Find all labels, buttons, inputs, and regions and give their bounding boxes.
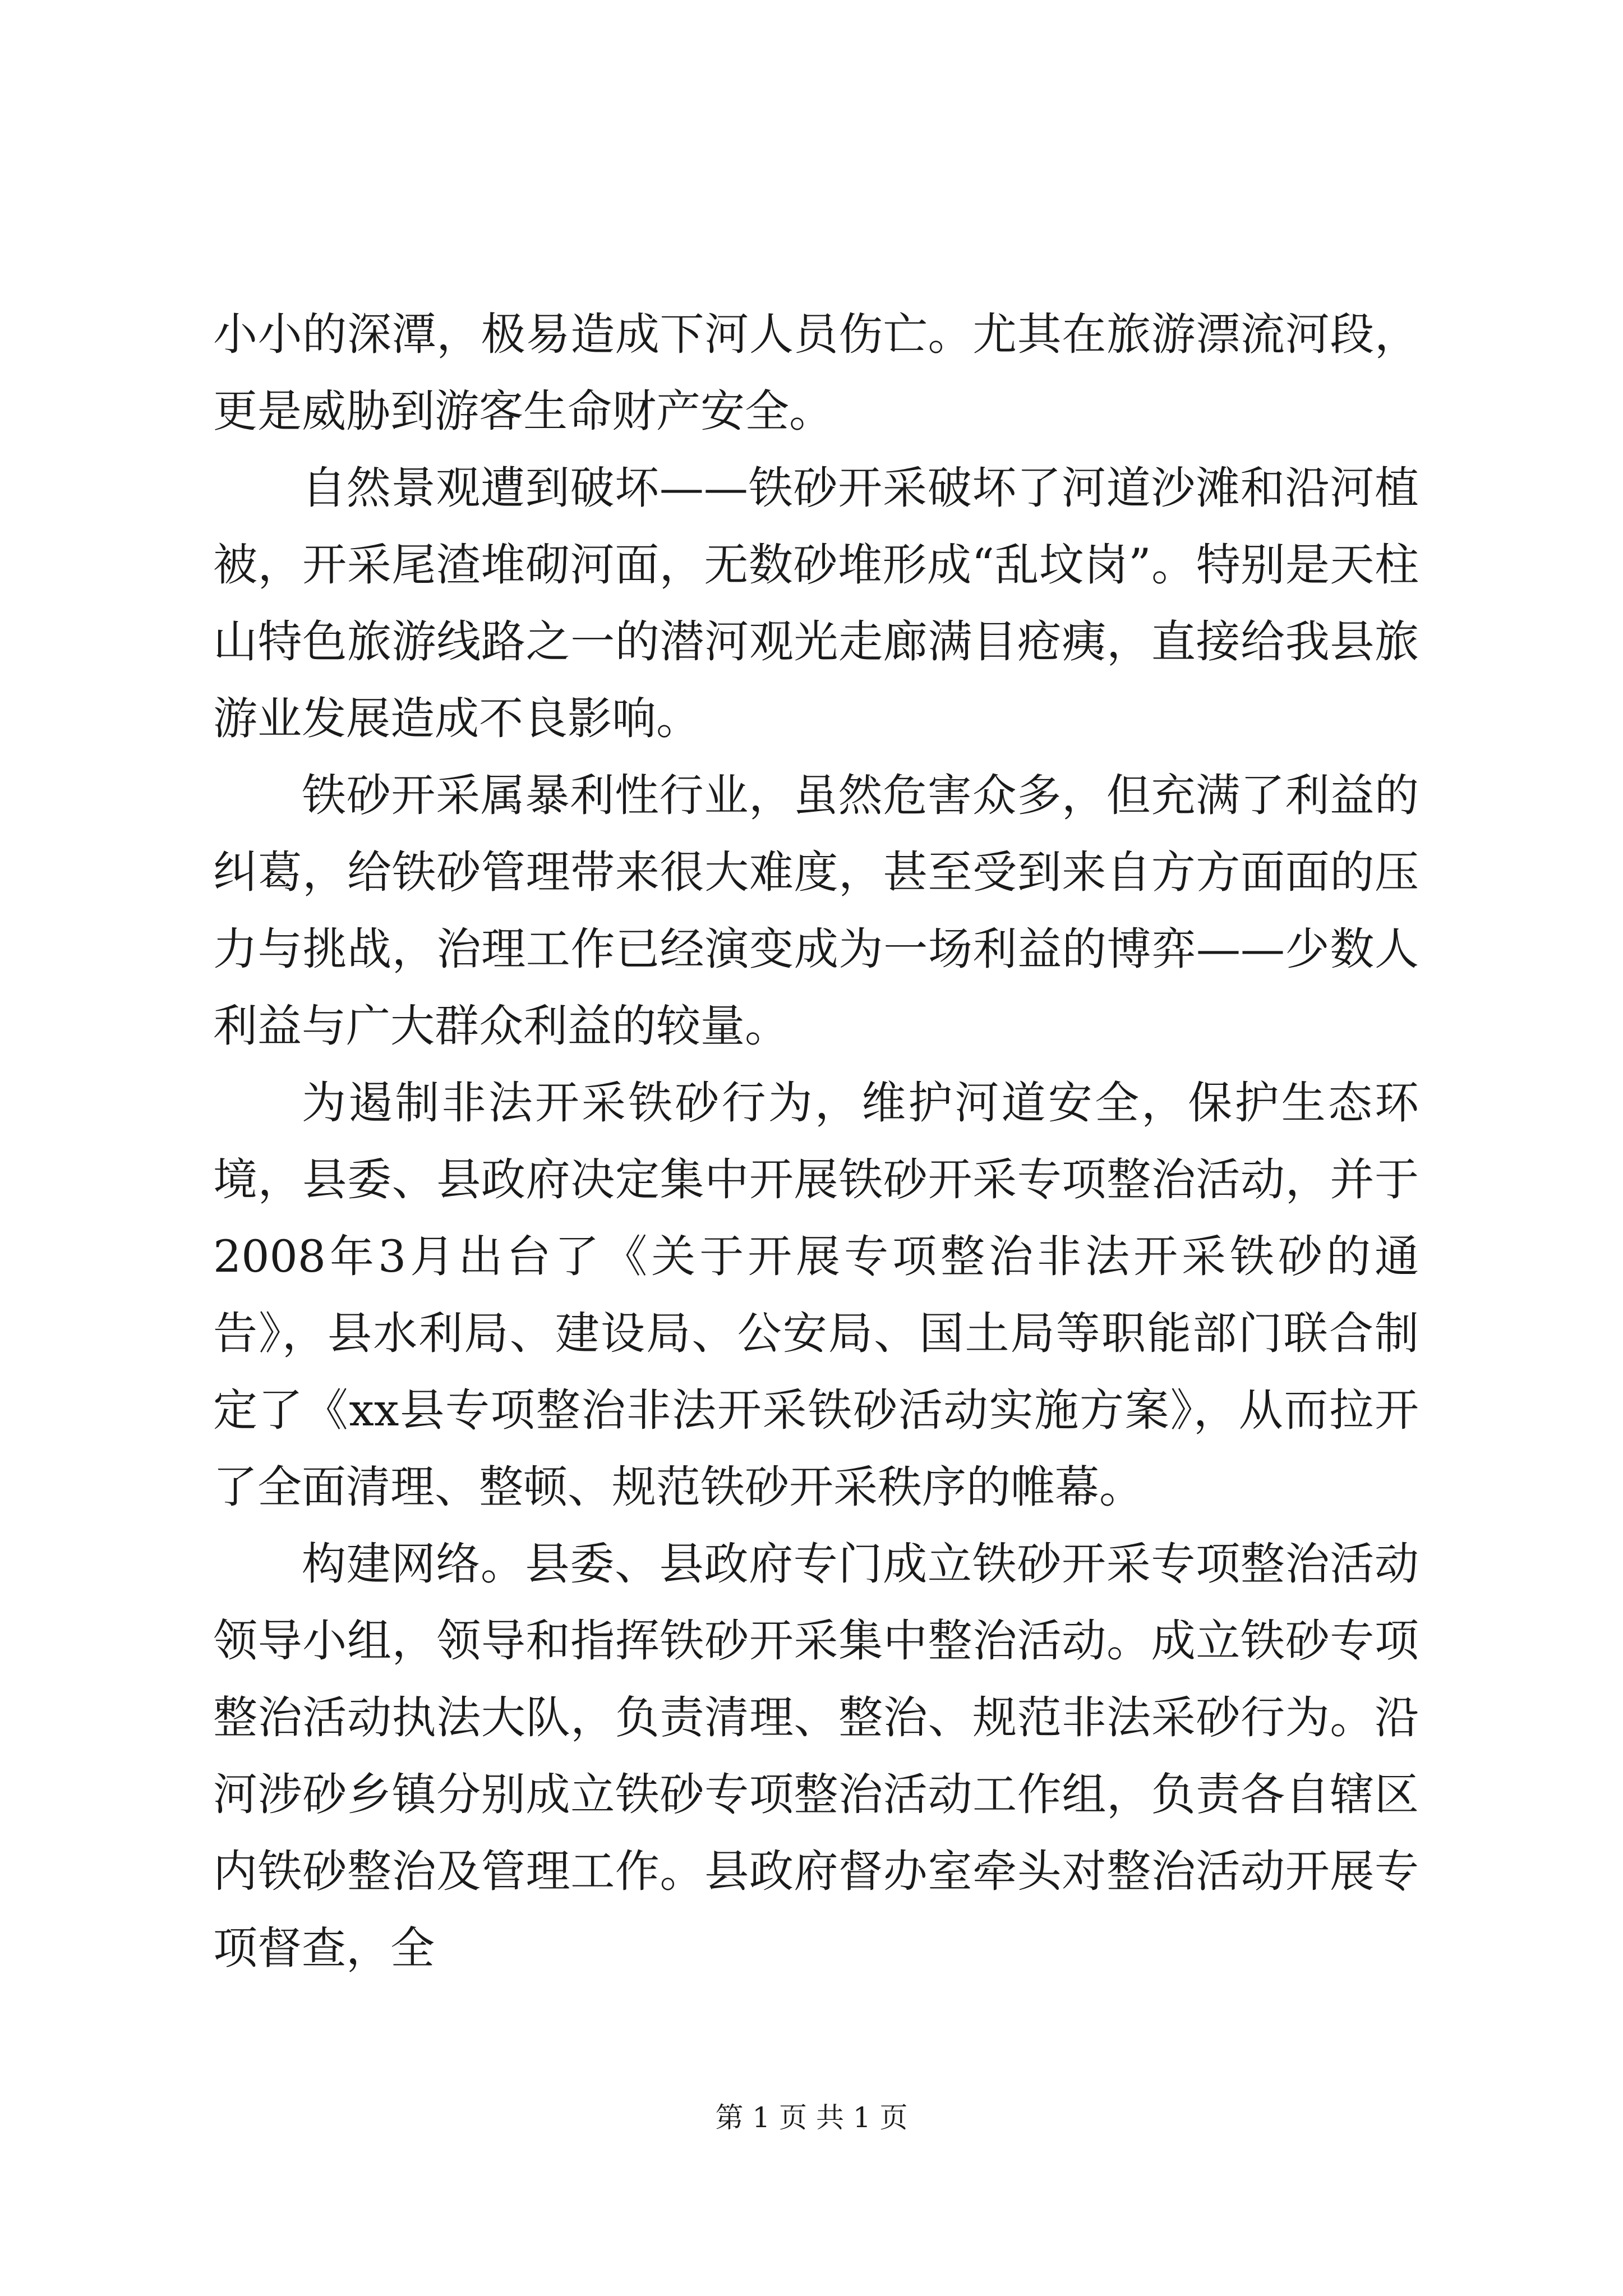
paragraph-1: 小小的深潭，极易造成下河人员伤亡。尤其在旅游漂流河段，更是威胁到游客生命财产安全。 [213, 309, 1419, 437]
document-body [213, 296, 1419, 1987]
paragraph-2: 自然景观遭到破坏——铁砂开采破坏了河道沙滩和沿河植被，开采尾渣堆砌河面，无数砂堆形成“乱坟岗”。特别是天柱山特色旅游线路之一的潜河观光走廊满目疮痍，直接给我县旅游业发展造成不良影响。 [213, 462, 1419, 744]
paragraph-5: 构建网络。县委、县政府专门成立铁砂开采专项整治活动领导小组，领导和指挥铁砂开采集中整治活动。成立铁砂专项整治活动执法大队，负责清理、整治、规范非法采砂行为。沿河涉砂乡镇分别成立铁砂专项整治活动工作组，负责各自辖区内铁砂整治及管理工作。县政府督办室牵头对整治活动开展专项督查，全 [213, 1538, 1419, 1974]
paragraph-4: 为遏制非法开采铁砂行为，维护河道安全，保护生态环境，县委、县政府决定集中开展铁砂开采专项整治活动，并于2008年3月出台了《关于开展专项整治非法开采铁砂的通告》，县水利局、建设局、公安局、国土局等职能部门联合制定了《xx县专项整治非法开采铁砂活动实施方案》，从而拉开了全面清理、整顿、规范铁砂开采秩序的帷幕。 [213, 1077, 1419, 1513]
paragraph-3: 铁砂开采属暴利性行业，虽然危害众多，但充满了利益的纠葛，给铁砂管理带来很大难度，甚至受到来自方方面面的压力与挑战，治理工作已经演变成为一场利益的博弈——少数人利益与广大群众利益的较量。 [213, 770, 1419, 1052]
page-footer: 第 1 页 共 1 页 [715, 2101, 908, 2134]
